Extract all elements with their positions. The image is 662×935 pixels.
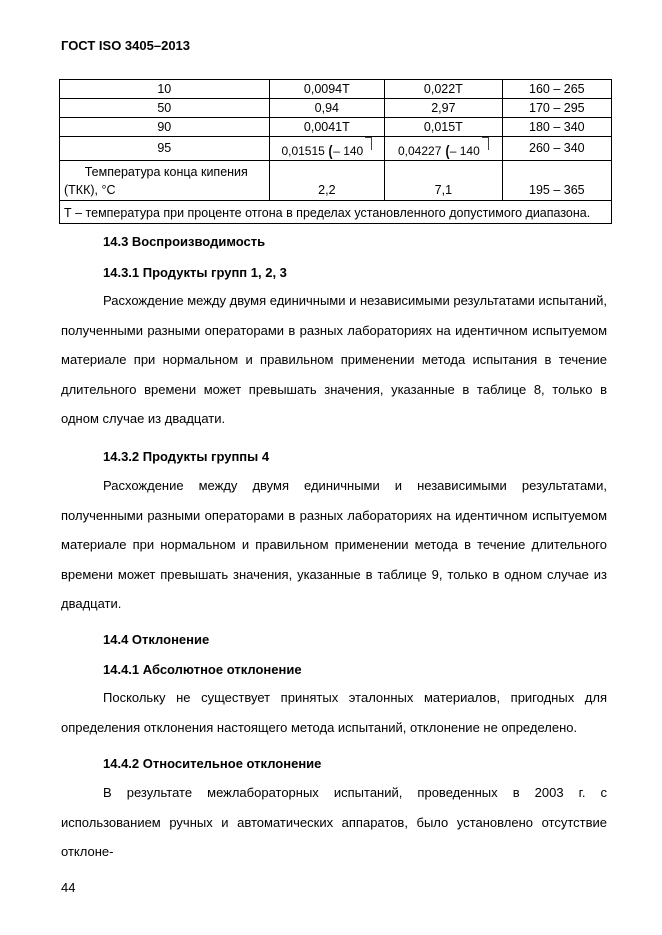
table-cell: 50 — [60, 99, 270, 118]
table-note: Т – температура при проценте отгона в пределах установленного допустимого диапазона. — [60, 201, 612, 224]
table-cell: 180 – 340 — [502, 118, 611, 137]
section-heading: 14.4.2 Относительное отклонение — [103, 756, 322, 771]
open-paren-glyph: ( — [328, 143, 333, 160]
section-heading: 14.4.1 Абсолютное отклонение — [103, 662, 302, 677]
table-cell: 0,022T — [385, 80, 503, 99]
table-cell: 2,2 — [269, 161, 385, 201]
document-header: ГОСТ ISO 3405–2013 — [61, 38, 191, 53]
section-heading: 14.3.2 Продукты группы 4 — [103, 449, 270, 464]
table-row — [60, 137, 612, 161]
table-row — [60, 161, 612, 201]
formula-cell — [269, 137, 385, 161]
table-cell: 0,0094T — [269, 80, 385, 99]
table-cell: 260 – 340 — [502, 137, 611, 161]
formula-term: – 140 — [449, 144, 480, 158]
table-cell: 10 — [60, 80, 270, 99]
paragraph: Расхождение между двумя единичными и независимыми результатами испытаний, полученными разными операторами в разных лабораториях на идентичном испытуемом материале при нормальном и правильном применении метода испытания в течение длительного времени может превышать значения, указанные в таблице 8, только в одном случае из двадцати. — [61, 293, 607, 426]
table-note-row — [60, 201, 612, 224]
table-cell: 0,94 — [269, 99, 385, 118]
table-cell: 7,1 — [385, 161, 503, 201]
section-heading: 14.3.1 Продукты групп 1, 2, 3 — [103, 265, 287, 280]
coefficient: 0,04227 — [397, 144, 442, 158]
coefficient: 0,01515 — [281, 144, 325, 158]
table-row — [60, 99, 612, 118]
table-cell: 90 — [60, 118, 270, 137]
table-row — [60, 118, 612, 137]
table-row — [60, 80, 612, 99]
table-cell: 160 – 265 — [502, 80, 611, 99]
section-heading: 14.3 Воспроизводимость — [103, 234, 266, 249]
page-number: 44 — [61, 880, 76, 895]
formula — [281, 144, 372, 158]
formula-cell — [385, 137, 503, 161]
table-cell: 195 – 365 — [502, 161, 611, 201]
label-line: Температура конца кипения — [84, 165, 248, 179]
table-cell: 0,0041T — [269, 118, 385, 137]
section-heading: 14.4 Отклонение — [103, 632, 210, 647]
paragraph: В результате межлабораторных испытаний, проведенных в 2003 г. с использованием ручных и автоматических аппаратов, было установлено отсутствие отклоне- — [61, 785, 607, 859]
final-boiling-point-label — [60, 161, 270, 201]
paragraph: Расхождение между двумя единичными и независимыми результатами, полученными разными операторами в разных лабораториях на идентичном испытуемом материале при нормальном и правильном применении метода в течение длительного времени может превышать значения, указанные в таблице 9, только в одном случае из двадцати. — [61, 478, 607, 611]
precision-table — [59, 79, 612, 224]
label-line: (ТКК), °С — [64, 183, 116, 197]
table-cell: 0,015T — [385, 118, 503, 137]
open-paren-glyph: ( — [445, 143, 450, 160]
close-paren-glyph — [365, 137, 372, 150]
formula — [398, 144, 489, 158]
close-paren-glyph — [482, 137, 489, 150]
table-cell: 95 — [60, 137, 270, 161]
table-cell: 170 – 295 — [502, 99, 611, 118]
table-cell: 2,97 — [385, 99, 503, 118]
formula-term: – 140 — [333, 144, 364, 158]
paragraph: Поскольку не существует принятых эталонных материалов, пригодных для определения отклонения настоящего метода испытаний, отклонение не определено. — [61, 690, 607, 735]
